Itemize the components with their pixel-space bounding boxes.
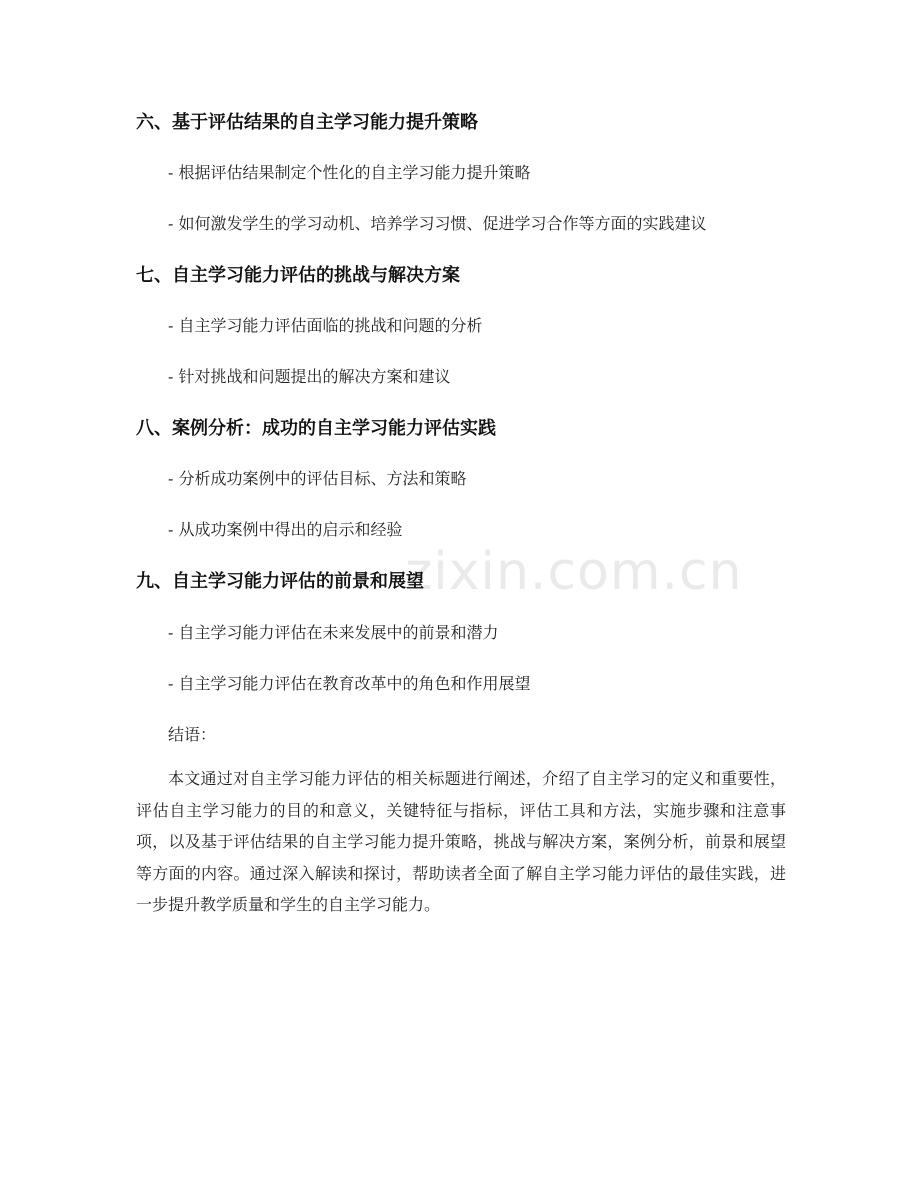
conclusion-label: 结语：	[168, 725, 217, 744]
section-heading: 六、基于评估结果的自主学习能力提升策略	[136, 112, 478, 133]
list-item: - 分析成功案例中的评估目标、方法和策略	[168, 469, 467, 488]
section-heading: 七、自主学习能力评估的挑战与解决方案	[136, 265, 460, 286]
watermark: zixin.com.cn	[405, 542, 743, 602]
list-item: - 如何激发学生的学习动机、培养学习习惯、促进学习合作等方面的实践建议	[168, 214, 707, 233]
conclusion-paragraph: 本文通过对自主学习能力评估的相关标题进行阐述，介绍了自主学习的定义和重要性，评估自主学习能力的目的和意义，关键特征与指标，评估工具和方法，实施步骤和注意事项，以及基于评估结果的自主学习能力提升策略，挑战与解决方案，案例分析，前景和展望等方面的内容。通过深入解读和探讨，帮助读者全面了解自主学习能力评估的最佳实践，进一步提升教学质量和学生的自主学习能力。	[136, 769, 786, 914]
list-item: - 根据评估结果制定个性化的自主学习能力提升策略	[168, 163, 531, 182]
section-heading: 九、自主学习能力评估的前景和展望	[136, 571, 424, 592]
list-item: - 针对挑战和问题提出的解决方案和建议	[168, 367, 451, 386]
list-item: - 自主学习能力评估在教育改革中的角色和作用展望	[168, 674, 531, 693]
section-heading: 八、案例分析：成功的自主学习能力评估实践	[136, 418, 496, 439]
list-item: - 从成功案例中得出的启示和经验	[168, 520, 403, 539]
list-item: - 自主学习能力评估在未来发展中的前景和潜力	[168, 623, 499, 642]
list-item: - 自主学习能力评估面临的挑战和问题的分析	[168, 316, 483, 335]
